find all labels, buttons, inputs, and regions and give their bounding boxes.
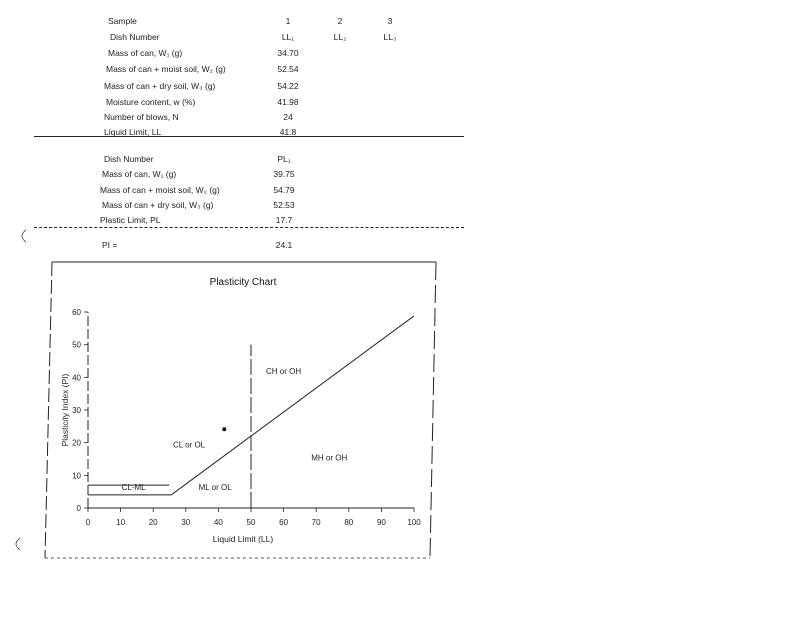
table-row-label: Moisture content, w (%): [106, 97, 196, 107]
table-header-sample-3: 3: [387, 16, 393, 26]
x-tick-label: 90: [376, 518, 386, 527]
table-row-label: Plastic Limit, PL: [100, 215, 161, 225]
region-label: ML or OL: [198, 483, 232, 493]
table-row-label: Mass of can, W₁ (g): [102, 169, 177, 179]
table-row-label: Mass of can + moist soil, W₂ (g): [100, 185, 220, 195]
table-cell: 52.53: [273, 200, 295, 210]
y-tick-label: 30: [72, 406, 81, 415]
y-tick-label: 50: [72, 340, 81, 350]
plasticity-index-label: PI =: [102, 240, 118, 250]
table-cell: LL₂: [333, 32, 347, 42]
table-cell: 54.79: [273, 185, 295, 195]
table-row-label: Liquid Limit, LL: [104, 127, 162, 137]
x-tick-label: 60: [279, 518, 289, 527]
x-axis-label: Liquid Limit (LL): [212, 534, 274, 544]
x-tick-label: 50: [246, 518, 256, 527]
table-cell: PL₁: [277, 154, 291, 164]
table-cell: 54.22: [277, 81, 299, 91]
y-axis-label: Plasticity Index (PI): [60, 373, 70, 447]
table-cell: 34.70: [277, 48, 299, 58]
chart-title: Plasticity Chart: [209, 277, 277, 288]
y-tick-label: 40: [72, 373, 81, 383]
table-header-sample-2: 2: [337, 16, 343, 26]
table-cell: 24: [283, 112, 293, 122]
y-tick-label: 10: [72, 471, 81, 481]
chart-frame-right: [430, 262, 436, 558]
y-tick-label: 60: [72, 308, 81, 317]
table-row-label: Mass of can + moist soil, W₂ (g): [106, 64, 226, 74]
x-tick-label: 100: [407, 518, 421, 527]
x-tick-label: 80: [344, 518, 354, 527]
table-cell: 41.8: [279, 127, 297, 137]
table-cell: LL₃: [383, 32, 397, 42]
table-row-label: Mass of can, W₁ (g): [108, 48, 183, 58]
table-cell: 17.7: [275, 215, 293, 225]
x-tick-label: 70: [311, 518, 321, 527]
table-row-label: Number of blows, N: [104, 112, 179, 122]
x-tick-label: 30: [181, 518, 191, 527]
x-tick-label: 0: [85, 518, 91, 527]
binder-hole-mark: [16, 538, 20, 550]
table-cell: 39.75: [273, 169, 295, 179]
y-tick-label: 0: [76, 504, 81, 513]
x-tick-label: 40: [213, 518, 223, 527]
table-cell: 41.98: [277, 97, 299, 107]
plasticity-index-value: 24.1: [275, 240, 293, 250]
chart-frame-left: [45, 262, 52, 558]
table-cell: 52.54: [277, 64, 299, 74]
table-row-label: Dish Number: [104, 154, 154, 164]
sample-data-point: [222, 427, 226, 431]
binder-hole-mark: [22, 230, 26, 242]
table-header-sample: Sample: [108, 16, 137, 26]
table-header-sample-1: 1: [285, 16, 291, 26]
region-label: CL-ML: [121, 483, 146, 493]
region-label: CH or OH: [266, 367, 302, 377]
table-cell: LL₁: [281, 32, 295, 42]
table-row-label: Dish Number: [110, 32, 160, 42]
table-row-label: Mass of can + dry soil, W₃ (g): [102, 200, 214, 210]
a-line: [171, 316, 414, 495]
x-tick-label: 10: [116, 518, 126, 527]
region-label: CL or OL: [172, 440, 206, 450]
x-tick-label: 20: [148, 518, 158, 527]
region-label: MH or OH: [311, 453, 348, 463]
table-row-label: Mass of can + dry soil, W₃ (g): [104, 81, 216, 91]
y-tick-label: 20: [72, 438, 81, 448]
